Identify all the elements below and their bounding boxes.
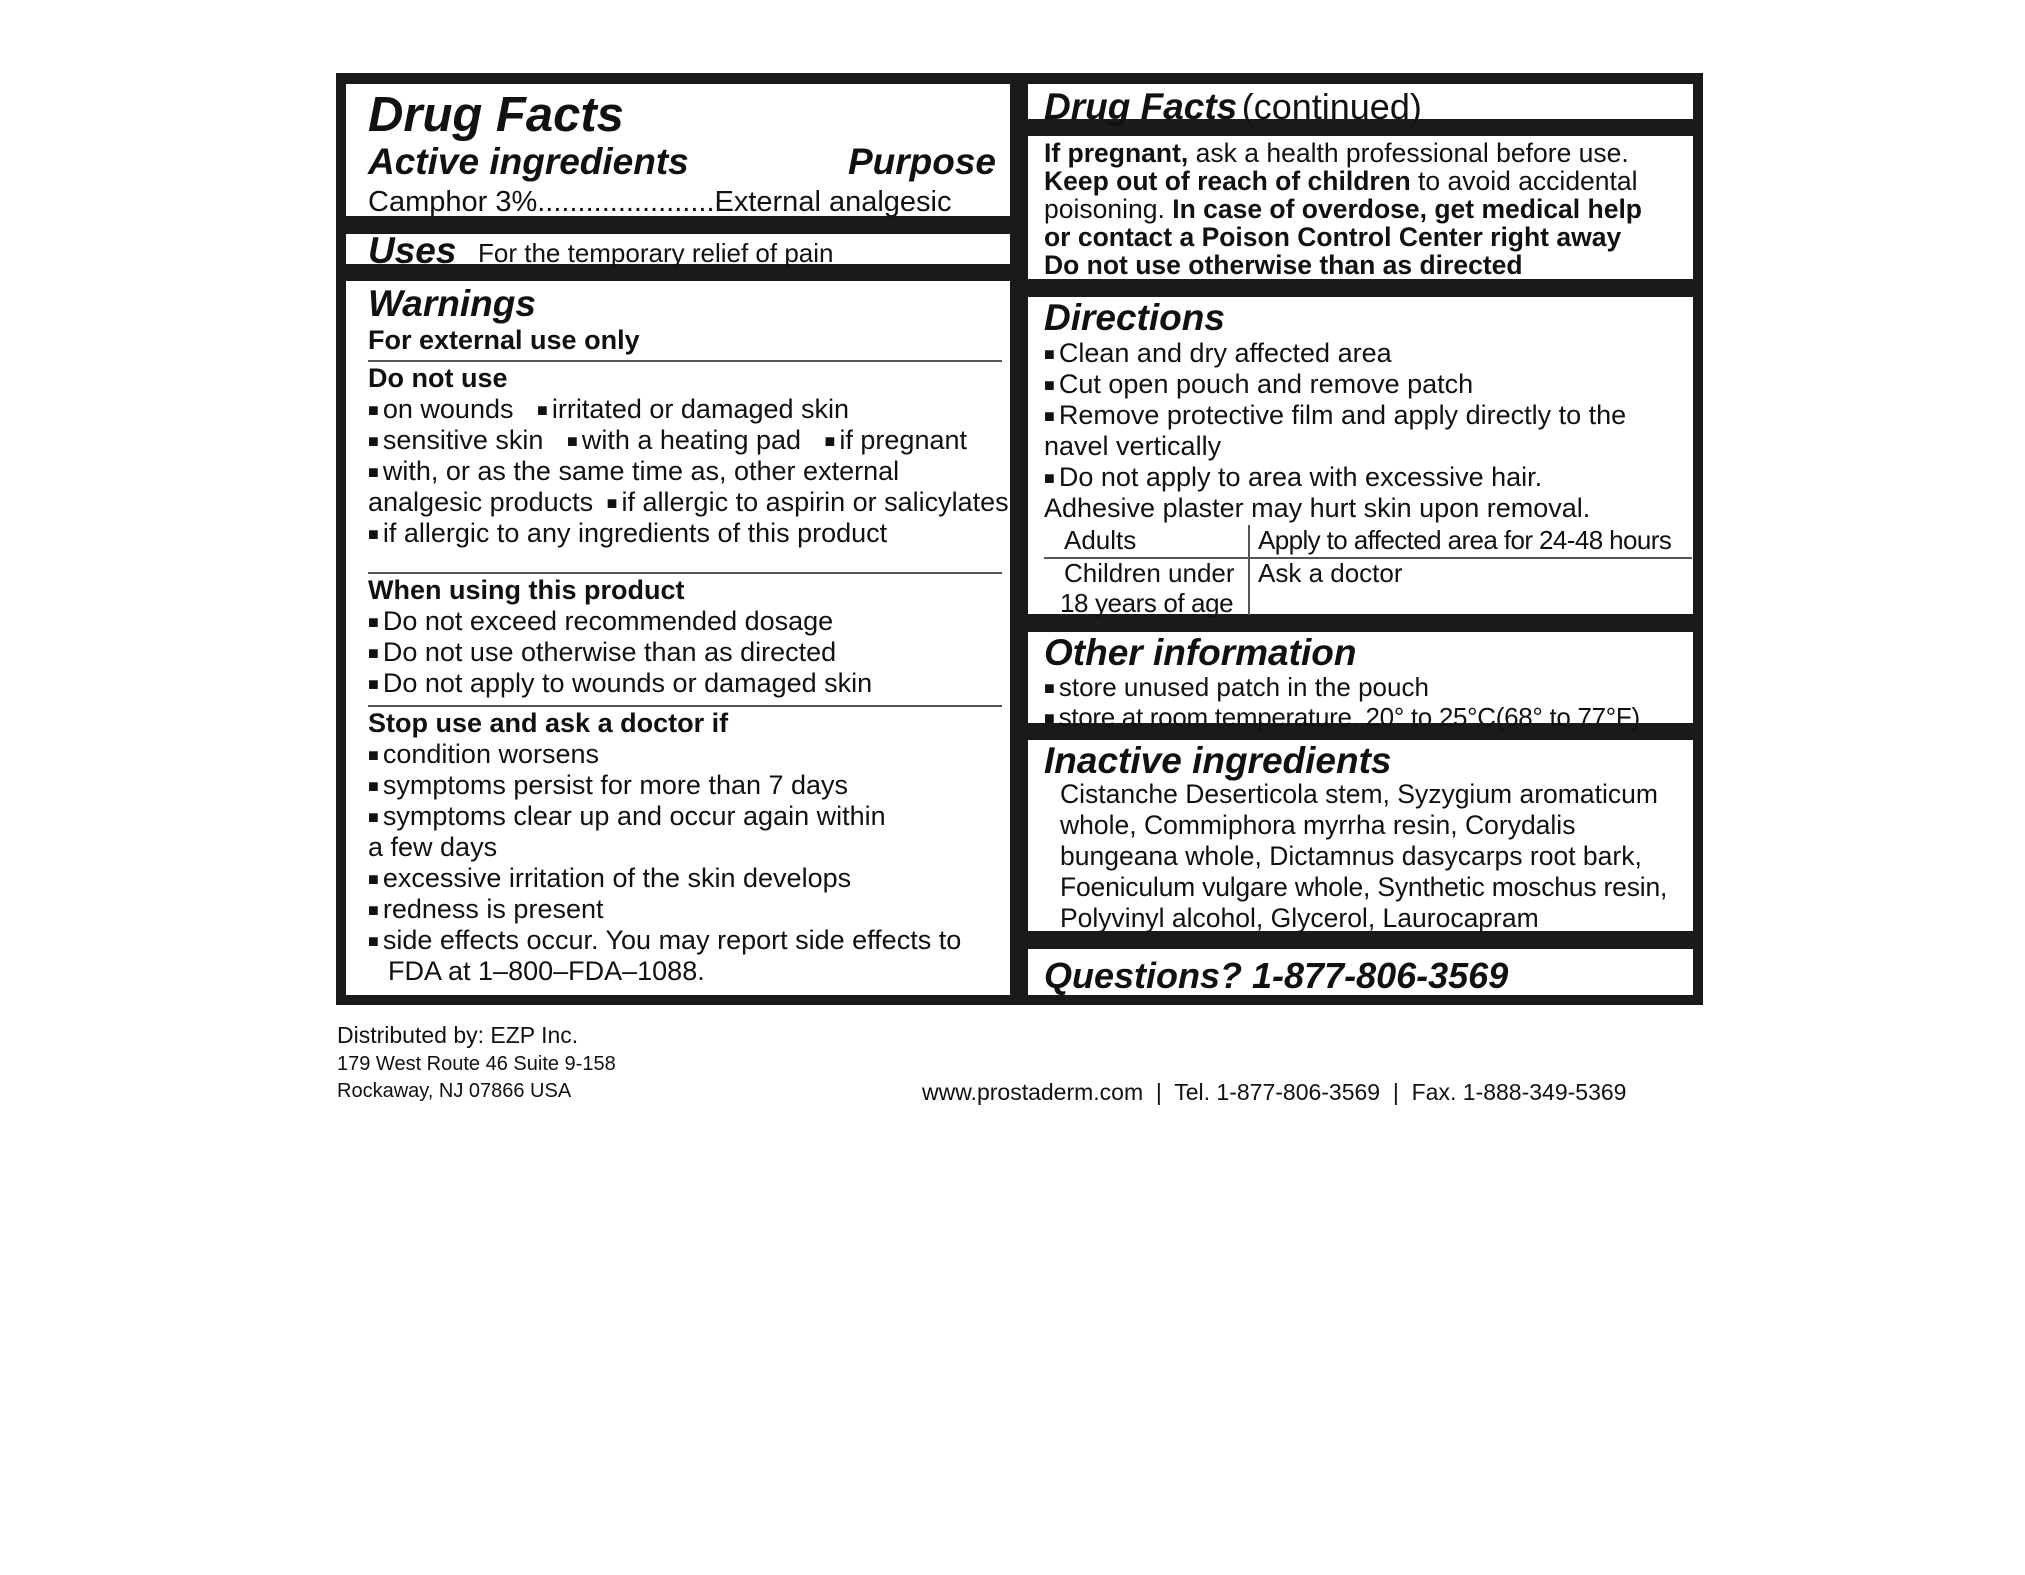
pregnancy-box (1021, 129, 1700, 286)
purpose-heading: Purpose (847, 141, 996, 182)
keep-out-line (1044, 167, 1638, 195)
inactive-line: bungeana whole, Dictamnus dasycarps root bark, (1060, 841, 1642, 871)
contact-line: www.prostaderm.com | Tel. 1-877-806-3569 | Fax. 1-888-349-5369 (922, 1079, 1627, 1105)
overdose-bold: In case of overdose, get medical help (1172, 194, 1642, 224)
stop-use-item-cont: FDA at 1–800–FDA–1088. (388, 956, 705, 986)
stop-use-item: ■ side effects occur. You may report side effects to (368, 925, 961, 960)
inactive-heading: Inactive ingredients (1044, 740, 1392, 781)
directions-box (1021, 290, 1700, 621)
dnu-item: ■ with, or as the same time as, other external (368, 456, 899, 486)
keep-out-text: to avoid accidental (1418, 166, 1638, 196)
active-ingredients-heading: Active ingredients (368, 141, 689, 182)
divider (368, 705, 1002, 707)
direction-item: ■ Clean and dry affected area (1044, 338, 1392, 373)
direction-item-cont: navel vertically (1044, 431, 1222, 461)
stop-use-item: ■ condition worsens (368, 739, 599, 774)
inactive-line: Cistanche Deserticola stem, Syzygium aromaticum (1060, 779, 1658, 809)
inactive-box (1021, 733, 1700, 938)
other-info-box (1021, 625, 1700, 730)
table-cell-what: Ask a doctor (1258, 558, 1403, 588)
when-using-heading: When using this product (368, 575, 685, 605)
inactive-line: Foeniculum vulgare whole, Synthetic moschus resin, (1060, 872, 1668, 902)
do-not-use-otherwise: Do not use otherwise than as directed (1044, 250, 1523, 280)
questions-box (1021, 942, 1700, 1002)
dnu-item: analgesic products (368, 487, 594, 517)
do-not-use-heading: Do not use (368, 363, 508, 393)
dnu-item: ■ if pregnant (809, 425, 967, 455)
right-title: Drug Facts (1044, 86, 1238, 127)
pregnant-line (1044, 139, 1629, 167)
poison-control-line: or contact a Poison Control Center right away (1044, 222, 1622, 252)
table-cell-what: Apply to affected area for 24-48 hours (1258, 525, 1672, 555)
table-cell-who: Adults (1064, 525, 1137, 555)
keep-out-bold: Keep out of reach of children (1044, 166, 1411, 196)
dnu-item: ■ irritated or damaged skin (521, 394, 849, 424)
direction-note: Adhesive plaster may hurt skin upon removal. (1044, 493, 1591, 523)
inactive-line: whole, Commiphora myrrha resin, Corydalis (1060, 810, 1576, 840)
other-info-item: ■ store unused patch in the pouch (1044, 672, 1429, 707)
uses-heading: Uses (368, 230, 457, 271)
do-not-use-line (368, 487, 1009, 522)
do-not-use-line (368, 394, 849, 429)
when-using-item: ■ Do not use otherwise than as directed (368, 637, 836, 672)
uses-text: For the temporary relief of pain (478, 238, 834, 268)
right-title-suffix: (continued) (1241, 86, 1422, 127)
direction-item: ■ Cut open pouch and remove patch (1044, 369, 1473, 404)
do-not-use-line (368, 456, 899, 491)
left-title: Drug Facts (368, 88, 624, 142)
right-header-box (1021, 77, 1700, 126)
direction-item: ■ Remove protective film and apply directly to the (1044, 400, 1626, 435)
active-ingredient-line: Camphor 3%......................External analgesic (368, 186, 952, 218)
divider (368, 572, 1002, 574)
do-not-use-line (368, 518, 887, 553)
dnu-item: ■ with a heating pad (551, 425, 801, 455)
other-info-heading: Other information (1044, 632, 1357, 673)
questions-line: Questions? 1-877-806-3569 (1044, 955, 1509, 996)
table-cell-who: Children under (1064, 558, 1235, 588)
dnu-item: ■ if allergic to aspirin or salicylates (607, 487, 1009, 517)
other-info-item: ■ store at room temperature, 20° to 25°C(68° to 77°F) (1044, 702, 1640, 737)
stop-use-heading: Stop use and ask a doctor if (368, 708, 729, 738)
direction-item: ■ Do not apply to area with excessive hair. (1044, 462, 1542, 497)
address-line: 179 West Route 46 Suite 9-158 (337, 1053, 616, 1075)
overdose-line (1044, 195, 1642, 223)
uses-box (339, 227, 1017, 271)
poisoning-text: poisoning. (1044, 194, 1165, 224)
distributor: Distributed by: EZP Inc. (337, 1022, 579, 1048)
address-line: Rockaway, NJ 07866 USA (337, 1080, 572, 1102)
inactive-line: Polyvinyl alcohol, Glycerol, Laurocapram (1060, 903, 1539, 933)
warnings-heading: Warnings (368, 283, 536, 324)
dnu-item: ■ sensitive skin (368, 425, 543, 455)
table-col-divider (1248, 525, 1250, 615)
stop-use-item: ■ redness is present (368, 894, 604, 929)
stop-use-item: ■ symptoms clear up and occur again within (368, 801, 886, 836)
stop-use-item-cont: a few days (368, 832, 498, 862)
right-title-line (1044, 86, 1422, 128)
dnu-item: ■ if allergic to any ingredients of this product (368, 518, 887, 548)
dnu-item: ■ on wounds (368, 394, 513, 424)
do-not-use-line (368, 425, 967, 460)
pregnant-bold: If pregnant, (1044, 138, 1189, 168)
stop-use-item: ■ excessive irritation of the skin develops (368, 863, 851, 898)
when-using-item: ■ Do not exceed recommended dosage (368, 606, 833, 641)
left-header-box (339, 77, 1017, 223)
stop-use-item: ■ symptoms persist for more than 7 days (368, 770, 848, 805)
warnings-box (339, 274, 1017, 1002)
when-using-item: ■ Do not apply to wounds or damaged skin (368, 668, 872, 703)
divider (368, 360, 1002, 362)
dosage-table (1044, 525, 1692, 617)
external-use-text: For external use only (368, 325, 640, 355)
pregnant-text: ask a health professional before use. (1195, 138, 1629, 168)
table-cell-who: 18 years of age (1060, 588, 1234, 618)
directions-heading: Directions (1044, 297, 1225, 338)
